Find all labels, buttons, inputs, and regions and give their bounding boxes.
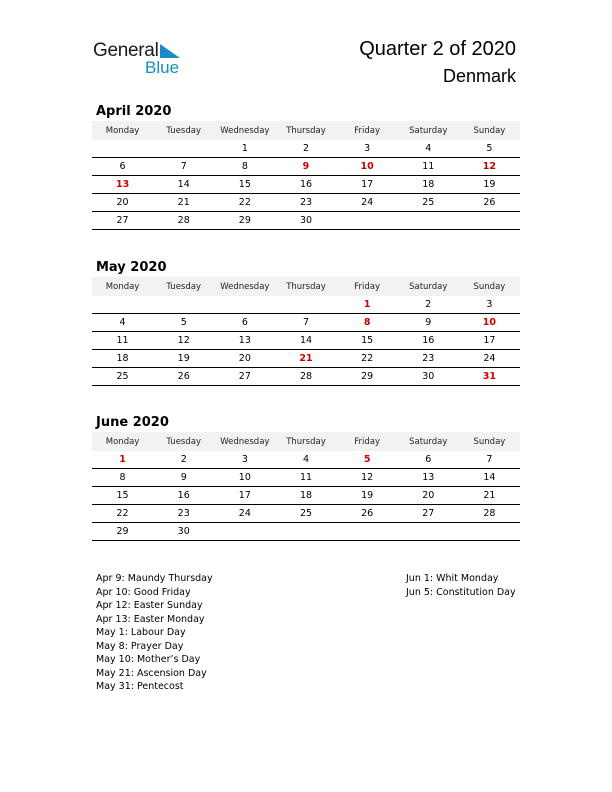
week-row xyxy=(92,212,520,230)
day-cell: 15 xyxy=(337,332,398,350)
day-cell: 21 xyxy=(153,194,214,212)
empty-day-cell xyxy=(398,212,459,230)
day-cell: 25 xyxy=(398,194,459,212)
day-cell: 14 xyxy=(153,176,214,194)
weekday-header: Sunday xyxy=(459,277,520,296)
holiday-list-right xyxy=(406,572,516,599)
weekday-header: Thursday xyxy=(275,277,336,296)
weekday-header: Saturday xyxy=(398,432,459,451)
day-cell: 10 xyxy=(459,314,520,332)
week-row xyxy=(92,194,520,212)
day-cell: 22 xyxy=(214,194,275,212)
day-cell: 18 xyxy=(398,176,459,194)
weekday-header: Friday xyxy=(337,277,398,296)
week-row xyxy=(92,158,520,176)
day-cell: 10 xyxy=(214,469,275,487)
holiday-entry: Apr 12: Easter Sunday xyxy=(96,600,203,611)
weekday-header: Monday xyxy=(92,121,153,140)
day-cell: 2 xyxy=(398,296,459,314)
weekday-header: Tuesday xyxy=(153,121,214,140)
week-row xyxy=(92,505,520,523)
day-cell: 18 xyxy=(275,487,336,505)
country-name: Denmark xyxy=(442,66,516,86)
day-cell: 27 xyxy=(214,368,275,386)
logo-blue-text: Blue xyxy=(145,58,180,77)
day-cell: 4 xyxy=(398,140,459,158)
day-cell: 5 xyxy=(459,140,520,158)
month-june xyxy=(92,414,520,541)
day-cell: 17 xyxy=(459,332,520,350)
day-cell: 23 xyxy=(153,505,214,523)
day-cell: 22 xyxy=(337,350,398,368)
day-cell: 27 xyxy=(398,505,459,523)
empty-day-cell xyxy=(398,523,459,541)
holiday-entry: Jun 1: Whit Monday xyxy=(406,573,499,584)
day-cell: 5 xyxy=(337,451,398,469)
empty-day-cell xyxy=(275,296,336,314)
day-cell: 27 xyxy=(92,212,153,230)
month-april xyxy=(92,103,520,230)
day-cell: 25 xyxy=(92,368,153,386)
day-cell: 26 xyxy=(459,194,520,212)
empty-day-cell xyxy=(459,212,520,230)
page-title: Quarter 2 of 2020 xyxy=(359,38,516,60)
day-cell: 20 xyxy=(214,350,275,368)
day-cell: 1 xyxy=(92,451,153,469)
day-cell: 26 xyxy=(337,505,398,523)
holiday-entry: Apr 13: Easter Monday xyxy=(96,613,205,625)
holiday-entry: May 1: Labour Day xyxy=(96,627,186,638)
week-row xyxy=(92,140,520,158)
weekday-header: Friday xyxy=(337,432,398,451)
empty-day-cell xyxy=(153,140,214,158)
week-row xyxy=(92,314,520,332)
empty-day-cell xyxy=(92,296,153,314)
day-cell: 23 xyxy=(398,350,459,368)
week-row xyxy=(92,296,520,314)
weekday-header: Wednesday xyxy=(214,277,275,296)
weekday-header: Monday xyxy=(92,277,153,296)
weekday-header: Sunday xyxy=(459,121,520,140)
day-cell: 8 xyxy=(92,469,153,487)
day-cell: 31 xyxy=(459,368,520,386)
empty-day-cell xyxy=(214,296,275,314)
day-cell: 2 xyxy=(153,451,214,469)
holiday-entry: May 31: Pentecost xyxy=(96,681,184,692)
day-cell: 11 xyxy=(398,158,459,176)
day-cell: 9 xyxy=(275,158,336,176)
weekday-header: Tuesday xyxy=(153,277,214,296)
empty-day-cell xyxy=(337,212,398,230)
day-cell: 16 xyxy=(398,332,459,350)
empty-day-cell xyxy=(214,523,275,541)
day-cell: 21 xyxy=(459,487,520,505)
day-cell: 22 xyxy=(92,505,153,523)
holiday-list-left xyxy=(96,572,213,694)
day-cell: 30 xyxy=(153,523,214,541)
calendar-table xyxy=(92,121,520,230)
calendar-table xyxy=(92,432,520,541)
day-cell: 16 xyxy=(275,176,336,194)
day-cell: 11 xyxy=(92,332,153,350)
day-cell: 29 xyxy=(214,212,275,230)
day-cell: 4 xyxy=(275,451,336,469)
day-cell: 7 xyxy=(459,451,520,469)
empty-day-cell xyxy=(153,296,214,314)
week-row xyxy=(92,350,520,368)
day-cell: 5 xyxy=(153,314,214,332)
day-cell: 12 xyxy=(459,158,520,176)
weekday-header: Saturday xyxy=(398,121,459,140)
day-cell: 24 xyxy=(337,194,398,212)
day-cell: 4 xyxy=(92,314,153,332)
day-cell: 28 xyxy=(459,505,520,523)
day-cell: 15 xyxy=(214,176,275,194)
empty-day-cell xyxy=(275,523,336,541)
day-cell: 1 xyxy=(337,296,398,314)
holiday-entry: May 8: Prayer Day xyxy=(96,640,184,652)
week-row xyxy=(92,487,520,505)
empty-day-cell xyxy=(459,523,520,541)
weekday-header: Monday xyxy=(92,432,153,451)
day-cell: 17 xyxy=(337,176,398,194)
weekday-header: Tuesday xyxy=(153,432,214,451)
holiday-entry: Jun 5: Constitution Day xyxy=(406,586,516,598)
day-cell: 8 xyxy=(214,158,275,176)
day-cell: 13 xyxy=(398,469,459,487)
day-cell: 21 xyxy=(275,350,336,368)
calendar-table xyxy=(92,277,520,386)
day-cell: 3 xyxy=(214,451,275,469)
day-cell: 14 xyxy=(275,332,336,350)
day-cell: 29 xyxy=(92,523,153,541)
month-name: April 2020 xyxy=(96,104,172,119)
day-cell: 6 xyxy=(398,451,459,469)
day-cell: 14 xyxy=(459,469,520,487)
day-cell: 2 xyxy=(275,140,336,158)
day-cell: 11 xyxy=(275,469,336,487)
day-cell: 15 xyxy=(92,487,153,505)
week-row xyxy=(92,469,520,487)
day-cell: 19 xyxy=(337,487,398,505)
weekday-header-row xyxy=(92,432,520,451)
day-cell: 26 xyxy=(153,368,214,386)
weekday-header: Wednesday xyxy=(214,432,275,451)
day-cell: 13 xyxy=(214,332,275,350)
day-cell: 6 xyxy=(92,158,153,176)
day-cell: 6 xyxy=(214,314,275,332)
day-cell: 9 xyxy=(398,314,459,332)
week-row xyxy=(92,523,520,541)
week-row xyxy=(92,176,520,194)
day-cell: 7 xyxy=(153,158,214,176)
holiday-entry: Apr 9: Maundy Thursday xyxy=(96,573,213,584)
day-cell: 19 xyxy=(459,176,520,194)
day-cell: 24 xyxy=(214,505,275,523)
weekday-header: Thursday xyxy=(275,121,336,140)
day-cell: 18 xyxy=(92,350,153,368)
weekday-header-row xyxy=(92,277,520,296)
empty-day-cell xyxy=(92,140,153,158)
weekday-header: Sunday xyxy=(459,432,520,451)
weekday-header-row xyxy=(92,121,520,140)
month-name: May 2020 xyxy=(96,260,167,275)
day-cell: 8 xyxy=(337,314,398,332)
logo xyxy=(93,40,193,80)
weekday-header: Thursday xyxy=(275,432,336,451)
empty-day-cell xyxy=(337,523,398,541)
day-cell: 29 xyxy=(337,368,398,386)
weekday-header: Saturday xyxy=(398,277,459,296)
day-cell: 25 xyxy=(275,505,336,523)
holiday-entry: May 21: Ascension Day xyxy=(96,667,207,679)
day-cell: 13 xyxy=(92,176,153,194)
day-cell: 16 xyxy=(153,487,214,505)
day-cell: 24 xyxy=(459,350,520,368)
day-cell: 12 xyxy=(153,332,214,350)
day-cell: 7 xyxy=(275,314,336,332)
day-cell: 19 xyxy=(153,350,214,368)
month-name: June 2020 xyxy=(96,415,169,430)
day-cell: 20 xyxy=(398,487,459,505)
day-cell: 17 xyxy=(214,487,275,505)
day-cell: 30 xyxy=(398,368,459,386)
day-cell: 1 xyxy=(214,140,275,158)
weekday-header: Wednesday xyxy=(214,121,275,140)
week-row xyxy=(92,451,520,469)
day-cell: 12 xyxy=(337,469,398,487)
week-row xyxy=(92,368,520,386)
day-cell: 9 xyxy=(153,469,214,487)
day-cell: 23 xyxy=(275,194,336,212)
day-cell: 3 xyxy=(459,296,520,314)
holiday-entry: Apr 10: Good Friday xyxy=(96,586,191,598)
day-cell: 3 xyxy=(337,140,398,158)
day-cell: 20 xyxy=(92,194,153,212)
weekday-header: Friday xyxy=(337,121,398,140)
holiday-entry: May 10: Mother’s Day xyxy=(96,654,201,665)
day-cell: 28 xyxy=(153,212,214,230)
day-cell: 10 xyxy=(337,158,398,176)
month-may xyxy=(92,259,520,386)
day-cell: 30 xyxy=(275,212,336,230)
logo-general-text: General xyxy=(93,40,159,61)
day-cell: 28 xyxy=(275,368,336,386)
week-row xyxy=(92,332,520,350)
